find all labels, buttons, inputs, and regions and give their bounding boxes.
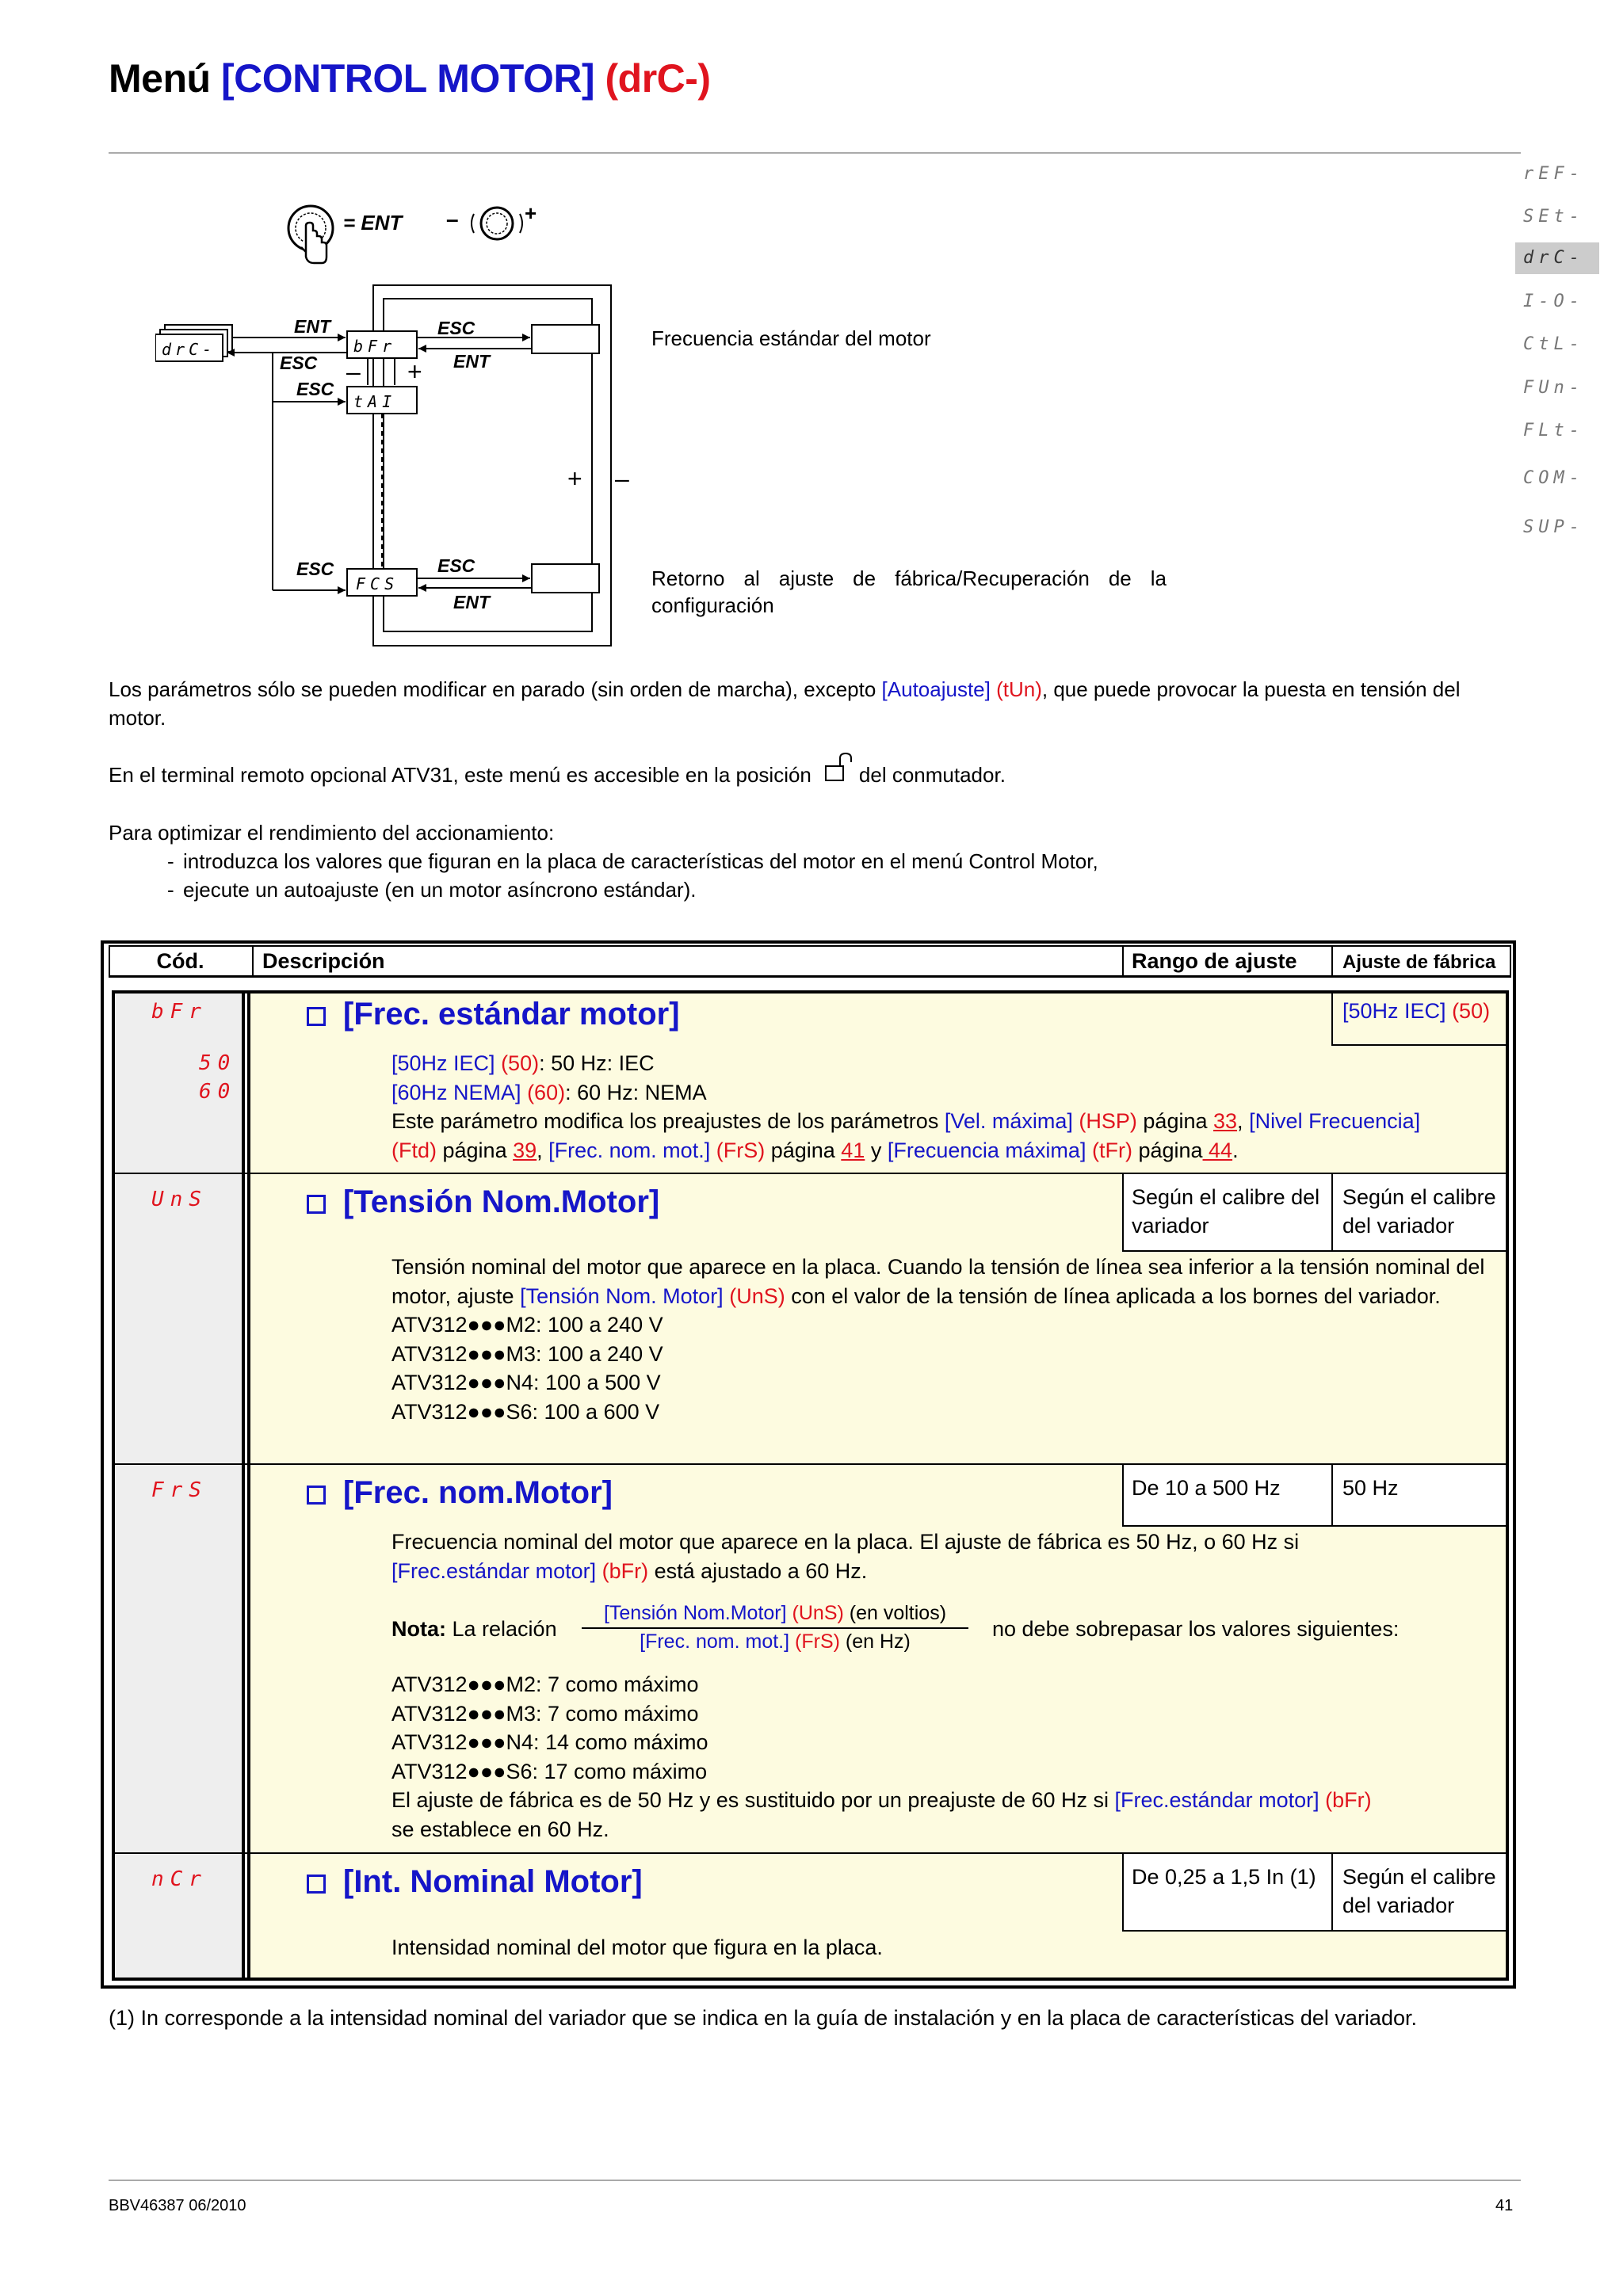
param-title-ncr: [Int. Nominal Motor] [307,1864,643,1900]
param-box-bfr: bFr [353,337,397,356]
svg-text:ESC: ESC [437,555,475,576]
desc-uns: Tensión nominal del motor que aparece en la placa. Cuando la tensión de línea sea inferior a la tensión nominal del motor, ajuste [Tensión Nom. Motor] (UnS) con el valor de la tensión de línea aplicada a los bornes del variador. ATV312●●●M2: 100 a 240 V ATV312●●●M3: 100 a 240 V ATV312●●●N4: 100 a 500 V ATV312●●●S6: 100 a 600 V [391,1255,1485,1424]
header-factory: Ajuste de fábrica [1342,952,1496,973]
code-frs: FrS [151,1478,208,1502]
footer-page-number: 41 [1495,2197,1514,2214]
frs-note-end: no debe sobrepasar los valores siguientes: [992,1617,1400,1641]
svg-text:+: + [567,464,582,493]
range-uns: Según el calibre del variador [1132,1185,1320,1238]
intro-bullet: - introduzca los valores que figuran en la placa de características del motor en el menú Control Motor, [167,849,1098,873]
desc-bfr: [50Hz IEC] (50): 50 Hz: IEC [60Hz NEMA] (60): 60 Hz: NEMA Este parámetro modifica los preajustes de los parámetros [Vel. máxima] (HSP) página 33, [Nivel Frecuencia] (Ftd) página 39, [Frec. nom. mot.] (FrS) página 41 y [Frecuencia máxima] (tFr) página 44. [391,1051,1421,1162]
page-link-44[interactable]: 44 [1202,1138,1233,1162]
ent-equal-label: = ENT [343,211,403,235]
title-menu-name: [CONTROL MOTOR] [220,56,595,101]
frs-models: ATV312●●●M2: 7 como máximo ATV312●●●M3: 7 como máximo ATV312●●●N4: 14 como máximo ATV312●●●S6: 17 como máximo El ajuste de fábrica es de 50 Hz y es sustituido por un preajuste de 60 Hz si [Frec.estándar motor] (bFr) se establece en 60 Hz. [391,1672,1372,1841]
code-uns: UnS [151,1188,208,1211]
svg-text:ESC: ESC [280,353,318,373]
range-frs: De 10 a 500 Hz [1132,1476,1281,1500]
param-title-bfr: [Frec. estándar motor] [307,997,680,1032]
svg-text:ESC: ESC [296,559,334,579]
page-link-41[interactable]: 41 [841,1138,865,1162]
diagram-label-bottom: Retorno al ajuste de fábrica/Recuperación de la configuración [651,566,1167,617]
desc-frs: Frecuencia nominal del motor que aparece en la placa. El ajuste de fábrica es 50 Hz, o 60 Hz si [Frec.estándar motor] (bFr) está ajustado a 60 Hz. [391,1530,1300,1583]
svg-text:+: + [525,201,537,225]
checkbox-icon [307,1007,326,1026]
title-divider [109,152,1521,154]
code-ncr: nCr [151,1867,208,1891]
factory-uns: Según el calibre del variador [1342,1185,1496,1238]
svg-text:ENT: ENT [453,351,490,372]
checkbox-icon [307,1875,326,1894]
footnote: (1) In corresponde a la intensidad nominal del variador que se indica en la guía de instalación y en la placa de características del variador. [109,2006,1417,2030]
diagram-label-top: Frecuencia estándar del motor [651,326,931,350]
desc-ncr: Intensidad nominal del motor que figura en la placa. [391,1936,883,1959]
navigation-diagram [155,190,631,650]
side-menu-item[interactable]: FUn- [1523,378,1584,398]
svg-text:–: – [446,207,459,231]
side-menu-item[interactable]: drC- [1515,242,1599,274]
svg-text:ENT: ENT [453,592,490,612]
intro-bullet: - ejecute un autoajuste (en un motor asíncrono estándar). [167,878,697,902]
factory-bfr: [50Hz IEC] (50) [1342,999,1491,1023]
checkbox-icon [307,1486,326,1505]
code-bfr-60: 60 [199,1080,237,1104]
footer-doc-ref: BBV46387 06/2010 [109,2197,246,2214]
range-ncr: De 0,25 a 1,5 In (1) [1132,1865,1316,1889]
frs-note: Nota: La relación [391,1617,557,1641]
param-title-frs: [Frec. nom.Motor] [307,1475,613,1511]
side-menu-item[interactable]: rEF- [1523,164,1584,184]
ratio-fraction: [Tensión Nom.Motor] (UnS) (en voltios) [Frec. nom. mot.] (FrS) (en Hz) [582,1600,968,1655]
code-bfr-50: 50 [199,1051,237,1075]
svg-text:ESC: ESC [437,318,475,338]
header-description: Descripción [262,949,385,973]
intro-paragraph-2: En el terminal remoto opcional ATV31, este menú es accesible en la posición del conmutador. [109,761,1519,789]
svg-text:–: – [346,357,361,386]
intro-paragraph-1: Los parámetros sólo se pueden modificar en parado (sin orden de marcha), excepto [Autoajuste] (tUn), que puede provocar la puesta en tensión del motor. [109,677,1461,730]
param-box-fcs: FCS [356,574,399,593]
side-menu-item[interactable]: COM- [1523,468,1584,488]
factory-frs: 50 Hz [1342,1476,1399,1500]
unlock-icon [816,761,854,785]
param-box-tai: tAI [353,392,397,411]
side-menu-item[interactable]: CtL- [1523,334,1584,354]
svg-text:ESC: ESC [296,379,334,399]
rotate-dial-icon [446,201,537,239]
checkbox-icon [307,1195,326,1214]
title-prefix: Menú [109,56,221,101]
jog-dial-icon [288,206,333,263]
svg-text:ENT: ENT [294,316,330,337]
svg-text:+: + [407,357,422,386]
footer-divider [109,2180,1521,2181]
page-title [109,55,711,101]
side-menu-item[interactable]: I-O- [1523,292,1584,311]
side-menu-item[interactable]: SUP- [1523,517,1584,537]
intro-paragraph-3: Para optimizar el rendimiento del accionamiento: [109,821,555,845]
page-link-39[interactable]: 39 [513,1138,537,1162]
page-link-33[interactable]: 33 [1213,1109,1238,1133]
side-menu-item[interactable]: SEt- [1523,207,1584,227]
header-code: Cód. [156,949,204,973]
side-menu-item[interactable]: FLt- [1523,421,1584,441]
title-menu-code: (drC-) [605,56,711,101]
code-bfr: bFr [151,1000,208,1024]
menu-code-box: drC- [162,340,216,359]
factory-ncr: Según el calibre del variador [1342,1865,1496,1917]
param-title-uns: [Tensión Nom.Motor] [307,1184,659,1220]
svg-text:–: – [615,464,629,493]
header-range: Rango de ajuste [1132,949,1297,973]
